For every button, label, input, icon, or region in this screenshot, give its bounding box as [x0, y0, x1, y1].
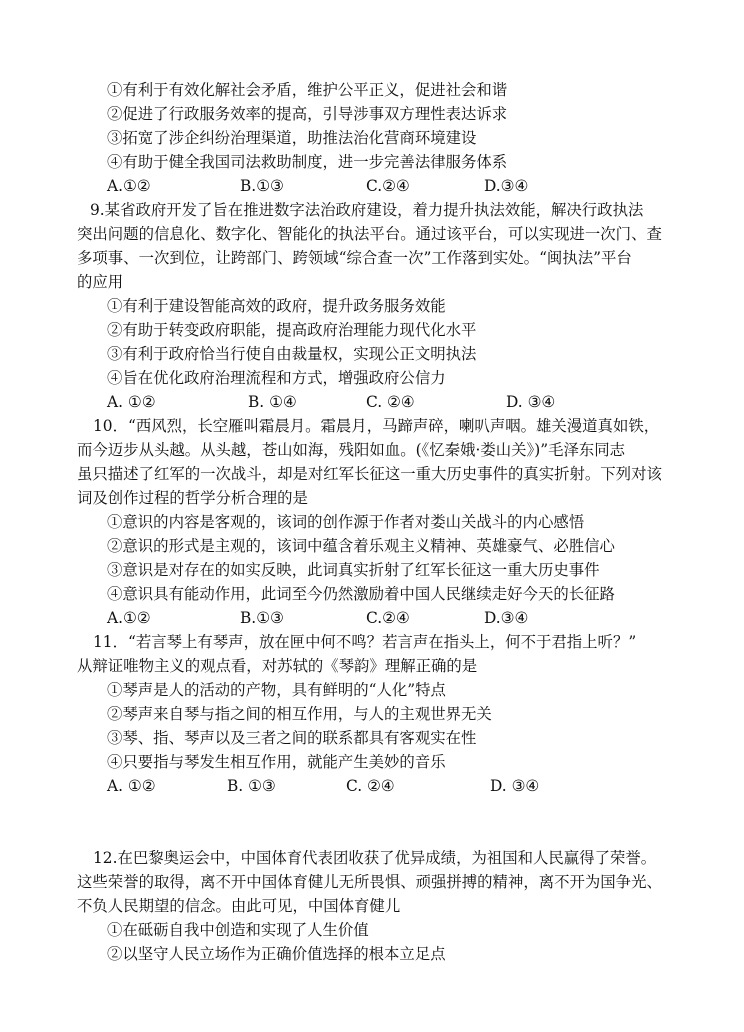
q8-option-3: ③拓宽了涉企纠纷治理渠道，助推法治化营商环境建设 — [107, 129, 477, 147]
q12-option-1: ①在砥砺自我中创造和实现了人生价值 — [107, 921, 369, 939]
q9-stem-line-2: 突出问题的信息化、数字化、智能化的执法平台。通过该平台，可以实现进一次门、查 — [77, 225, 662, 243]
q9-choice-d: D. ③④ — [506, 393, 556, 411]
q9-choice-b: B. ①④ — [248, 393, 297, 411]
q8-choice-b: B.①③ — [240, 177, 284, 195]
q8-choice-d: D.③④ — [484, 177, 529, 195]
q8-choice-a: A.①② — [107, 177, 151, 195]
q10-choice-c: C.②④ — [366, 609, 410, 627]
q12-option-2: ②以坚守人民立场作为正确价值选择的根本立足点 — [107, 945, 446, 963]
q10-choice-d: D.③④ — [484, 609, 529, 627]
q11-choice-a: A. ①② — [107, 777, 156, 795]
q9-choices — [107, 390, 667, 414]
q11-choice-b: B. ①③ — [227, 777, 276, 795]
q9-stem-line-4: 的应用 — [77, 273, 124, 291]
q8-option-2: ②促进了行政服务效率的提高，引导涉事双方理性表达诉求 — [107, 105, 508, 123]
q11-option-1: ①琴声是人的活动的产物，具有鲜明的“人化”特点 — [107, 681, 446, 699]
q10-choice-a: A.①② — [107, 609, 151, 627]
q10-option-2: ②意识的形式是主观的，该词中蕴含着乐观主义精神、英雄豪气、必胜信心 — [107, 537, 615, 555]
q12-stem-line-1: 12.在巴黎奥运会中，中国体育代表团收获了优异成绩，为祖国和人民赢得了荣誉。 — [93, 849, 657, 867]
q9-choice-c: C. ②④ — [366, 393, 415, 411]
q8-choices — [107, 174, 667, 198]
q10-option-1: ①意识的内容是客观的，该词的创作源于作者对娄山关战斗的内心感悟 — [107, 513, 585, 531]
q10-stem-line-3: 虽只描述了红军的一次战斗，却是对红军长征这一重大历史事件的真实折射。下列对该 — [77, 465, 662, 483]
q11-choices — [107, 774, 667, 798]
q9-choice-a: A. ①② — [107, 393, 156, 411]
q8-option-1: ①有利于有效化解社会矛盾，维护公平正义，促进社会和谐 — [107, 81, 508, 99]
q11-choice-c: C. ②④ — [346, 777, 395, 795]
q8-choice-c: C.②④ — [366, 177, 410, 195]
q10-stem-line-2: 而今迈步从头越。从头越，苍山如海，残阳如血。(《忆秦娥·娄山关》)”毛泽东同志 — [77, 441, 626, 459]
q11-option-2: ②琴声来自琴与指之间的相互作用，与人的主观世界无关 — [107, 705, 492, 723]
q10-choice-b: B.①③ — [240, 609, 284, 627]
q11-stem-line-1: 11．“若言琴上有琴声，放在匣中何不鸣？若言声在指头上，何不于君指上听？” — [93, 633, 637, 651]
q9-stem-line-1: 9.某省政府开发了旨在推进数字法治政府建设，着力提升执法效能，解决行政执法 — [90, 201, 644, 219]
q9-option-4: ④旨在优化政府治理流程和方式，增强政府公信力 — [107, 369, 446, 387]
q9-option-3: ③有利于政府恰当行使自由裁量权，实现公正文明执法 — [107, 345, 477, 363]
q10-choices — [107, 606, 667, 630]
q10-stem-line-1: 10．“西风烈，长空雁叫霜晨月。霜晨月，马蹄声碎，喇叭声咽。雄关漫道真如铁， — [93, 417, 660, 435]
q12-stem-line-3: 不负人民期望的信念。由此可见，中国体育健儿 — [77, 897, 401, 915]
q8-option-4: ④有助于健全我国司法救助制度，进一步完善法律服务体系 — [107, 153, 508, 171]
q9-option-1: ①有利于建设智能高效的政府，提升政务服务效能 — [107, 297, 446, 315]
q9-option-2: ②有助于转变政府职能，提高政府治理能力现代化水平 — [107, 321, 477, 339]
q10-option-3: ③意识是对存在的如实反映，此词真实折射了红军长征这一重大历史事件 — [107, 561, 600, 579]
q10-stem-line-4: 词及创作过程的哲学分析合理的是 — [77, 489, 308, 507]
q11-choice-d: D. ③④ — [490, 777, 540, 795]
q11-option-4: ④只要指与琴发生相互作用，就能产生美妙的音乐 — [107, 753, 446, 771]
q12-stem-line-2: 这些荣誉的取得，离不开中国体育健儿无所畏惧、顽强拼搏的精神，离不开为国争光、 — [77, 873, 662, 891]
q10-option-4: ④意识具有能动作用，此词至今仍然激励着中国人民继续走好今天的长征路 — [107, 585, 615, 603]
q9-stem-line-3: 多项事、一次到位，让跨部门、跨领域“综合查一次”工作落到实处。“闽执法”平台 — [77, 249, 632, 267]
q11-stem-line-2: 从辩证唯物主义的观点看，对苏轼的《琴韵》理解正确的是 — [77, 657, 478, 675]
q11-option-3: ③琴、指、琴声以及三者之间的联系都具有客观实在性 — [107, 729, 477, 747]
